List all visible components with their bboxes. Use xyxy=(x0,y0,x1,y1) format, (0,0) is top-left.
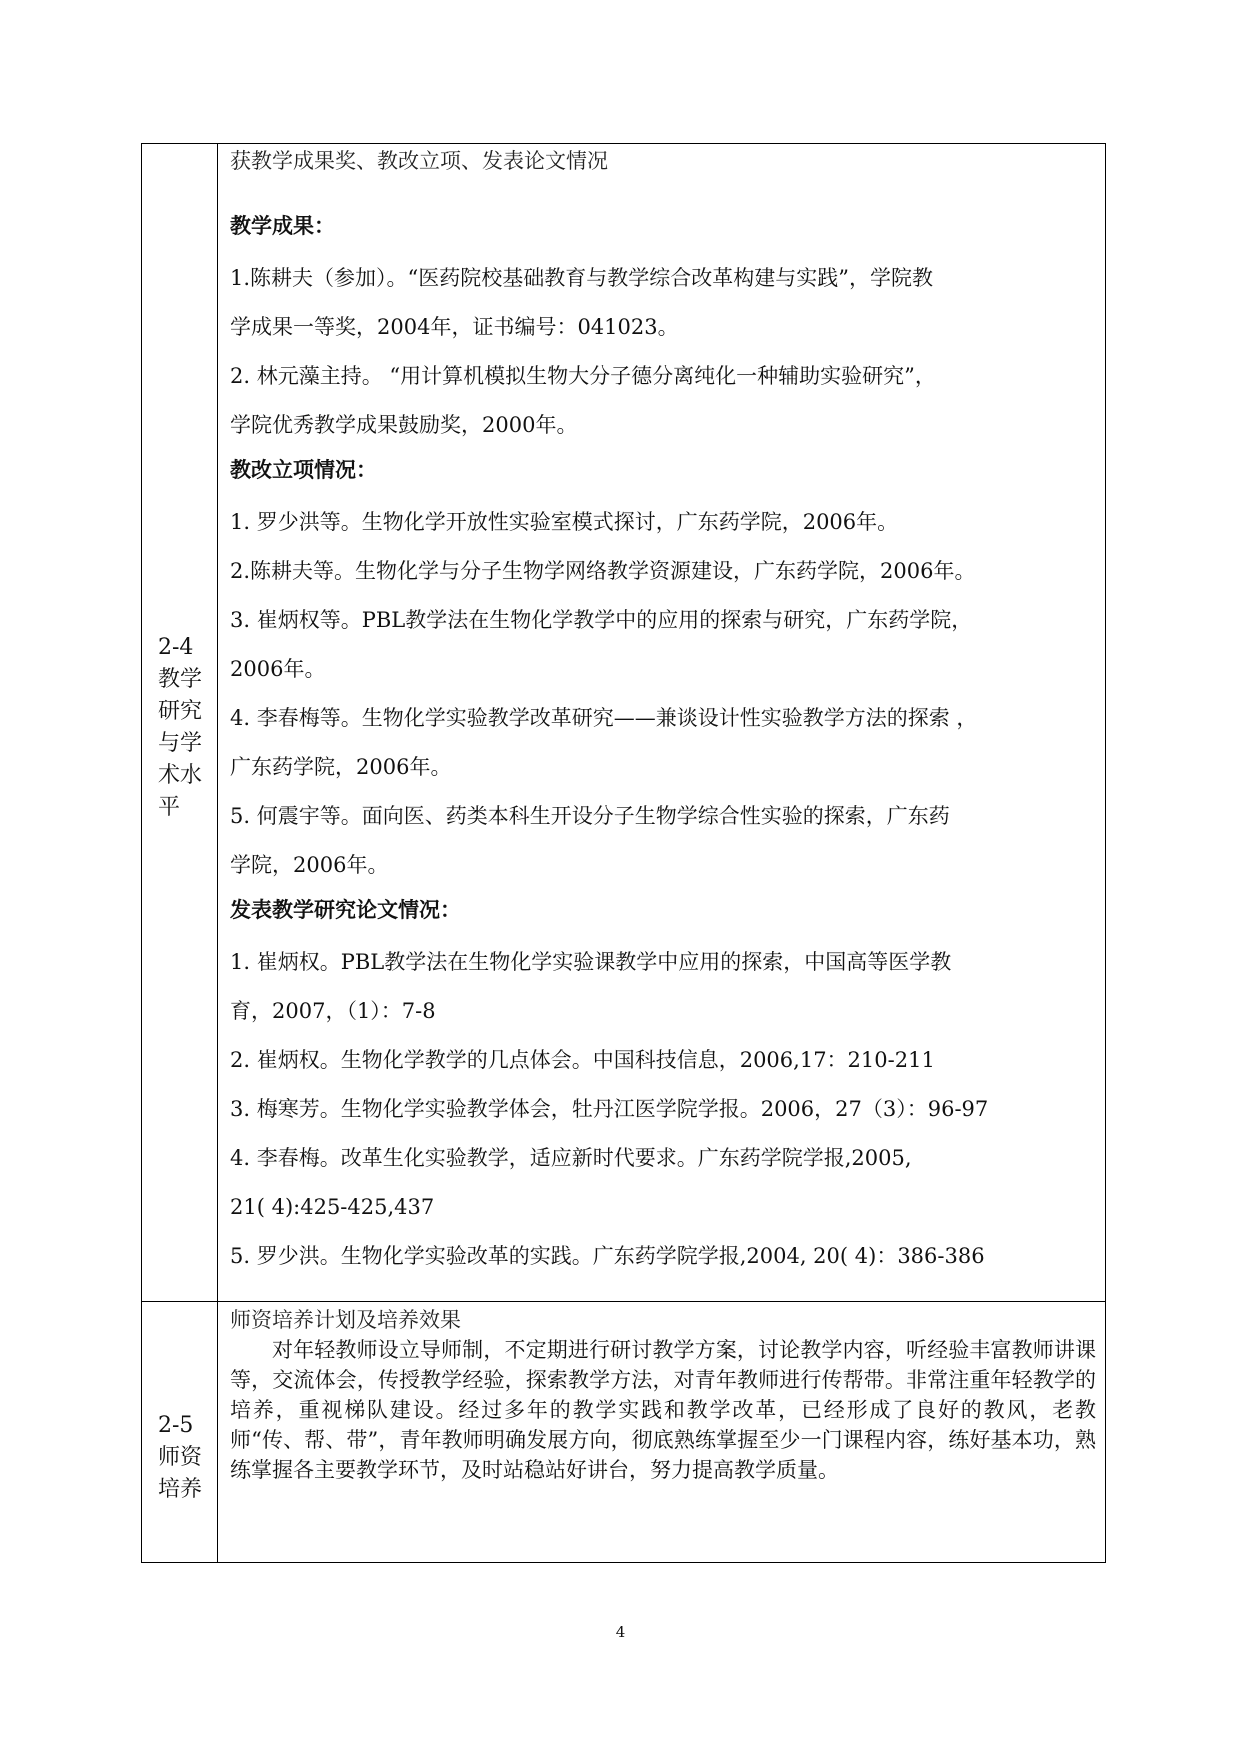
entry-line: 1. 崔炳权。PBL教学法在生物化学实验课教学中应用的探索，中国高等医学教 xyxy=(230,950,952,974)
entry-line: 2. 林元藻主持。 “用计算机模拟生物大分子德分离纯化一种辅助实验研究”， xyxy=(230,364,936,388)
entry-line: 2.陈耕夫等。生物化学与分子生物学网络教学资源建设，广东药学院，2006年。 xyxy=(230,559,976,583)
entry-line: 1.陈耕夫（参加）。“医药院校基础教育与教学综合改革构建与实践”，学院教 xyxy=(230,266,934,290)
research-body xyxy=(230,206,1105,1281)
training-label-cell xyxy=(142,1302,218,1562)
entry-line: 学院，2006年。 xyxy=(230,853,389,877)
research-label-cell xyxy=(142,144,218,1301)
entry-line: 5. 何震宇等。面向医、药类本科生开设分子生物学综合性实验的探索，广东药 xyxy=(230,804,950,828)
entry-line: 3. 崔炳权等。PBL教学法在生物化学教学中的应用的探索与研究，广东药学院， xyxy=(230,608,973,632)
entry-line: 学成果一等奖，2004年，证书编号：041023。 xyxy=(230,315,679,339)
entry-line: 2006年。 xyxy=(230,657,326,681)
entry-line: 广东药学院，2006年。 xyxy=(230,755,452,779)
research-content-cell xyxy=(218,144,1105,1301)
form-table xyxy=(141,143,1106,1563)
group-title: 教改立项情况： xyxy=(230,458,377,482)
entry-line: 4. 李春梅等。生物化学实验教学改革研究——兼谈设计性实验教学方法的探索 ， xyxy=(230,706,978,730)
training-paragraph: 对年轻教师设立导师制，不定期进行研讨教学方案，讨论教学内容，听经验丰富教师讲课等，交流体会，传授教学经验，探索教学方法，对青年教师进行传帮带。非常注重年轻教学的培养，重视梯队建设。经过多年的教学实践和教学改革，已经形成了良好的教风，老教师“传、帮、带”，青年教师明确发展方向，彻底熟练掌握至少一门课程内容，练好基本功，熟练掌握各主要教学环节，及时站稳站好讲台，努力提高教学质量。 xyxy=(230,1338,1096,1482)
training-content-cell xyxy=(218,1302,1105,1562)
research-heading: 获教学成果奖、教改立项、发表论文情况 xyxy=(230,149,608,173)
entry-line: 育，2007，（1）：7-8 xyxy=(230,999,436,1023)
training-heading: 师资培养计划及培养效果 xyxy=(230,1308,461,1332)
entry-line: 1. 罗少洪等。生物化学开放性实验室模式探讨，广东药学院，2006年。 xyxy=(230,510,899,534)
page-number: 4 xyxy=(615,1623,626,1641)
research-section-label: 2-4 教学 研究 与学 术水 平 xyxy=(158,635,203,820)
entry-line: 21( 4):425-425,437 xyxy=(230,1195,435,1219)
research-row xyxy=(142,144,1105,1302)
group-title: 发表教学研究论文情况： xyxy=(230,898,461,922)
entry-line: 学院优秀教学成果鼓励奖，2000年。 xyxy=(230,413,578,437)
entry-line: 4. 李春梅。改革生化实验教学，适应新时代要求。广东药学院学报,2005, xyxy=(230,1146,912,1170)
entry-line: 5. 罗少洪。生物化学实验改革的实践。广东药学院学报,2004, 20( 4)：386-386 xyxy=(230,1244,985,1268)
group-title: 教学成果： xyxy=(230,214,335,238)
training-row xyxy=(142,1302,1105,1562)
entry-line: 2. 崔炳权。生物化学教学的几点体会。中国科技信息，2006,17：210-211 xyxy=(230,1048,935,1072)
entry-line: 3. 梅寒芳。生物化学实验教学体会，牡丹江医学院学报。2006，27（3）：96-97 xyxy=(230,1097,989,1121)
training-section-label: 2-5 师资 培养 xyxy=(158,1413,203,1502)
